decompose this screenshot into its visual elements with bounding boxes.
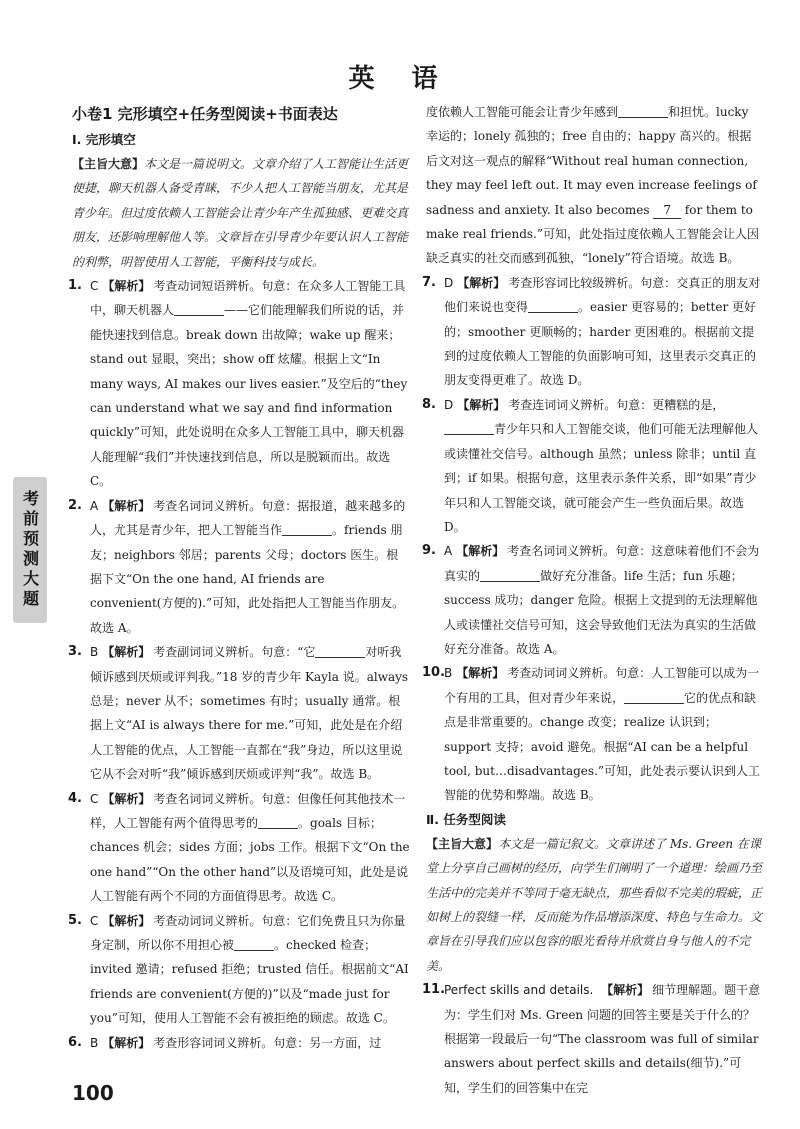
answer-item-2 [68, 494, 410, 640]
item-number: 9. [422, 543, 436, 559]
answer-item-4 [68, 787, 410, 909]
item-text: 考查名词词义辨析。句意：据报道，越来越多的人，尤其是青少年，把人工智能当作 [90, 498, 406, 538]
main-idea-text: 本文是一篇记叙文。文章讲述了 Ms. Green 在课堂上分享自己画树的经历，向学生们阐明了一个道理：绘画乃至生活中的完美并不等同于毫无缺点，那些看似不完美的瑕疵，正如树上的裂缝一样，反而能为作品增添深度、特色与生命力。文章旨在引导我们应以包容的眼光看待并欣赏自身与他人的不完美。 [426, 836, 763, 973]
item-number: 8. [422, 396, 436, 412]
answer-item-3 [68, 640, 410, 786]
answer-blank [282, 521, 332, 536]
item-number: 1. [68, 278, 82, 294]
answer-blank [624, 689, 684, 704]
item-text: 。easier 更容易的；better 更好的；smoother 更顺畅的；harder 更困难的。根据前文提到的过度依赖人工智能的负面影响可知，这里表示交真正的朋友变得更难了。故选 D。 [444, 300, 757, 388]
item-text: 考查形容词比较级辨析。句意：交真正的朋友对他们来说也变得 [444, 275, 761, 315]
item-answer: A [444, 544, 453, 559]
answer-item-7 [422, 271, 762, 393]
item-text: 做好充分准备。life 生活；fun 乐趣；success 成功；danger 危险。根据上文提到的无法理解他人或读懂社交信号可知，这会导致他们无法为真实的生活做好充分准备。故选 A。 [444, 568, 758, 656]
item-number: 7. [422, 274, 436, 290]
analysis-tag: 【解析】 [102, 791, 151, 806]
item-number: 4. [68, 790, 82, 806]
answer-blank [444, 420, 494, 435]
subsection-task-reading: Ⅱ. 任务型阅读 [426, 811, 506, 827]
item-text: 。goals 目标；chances 机会；sides 方面；jobs 工作。根据下文“On the one hand”“On the other hand”以及语境可知，此处是说人工智能有两个不同的方面值得思考。故选 C。 [90, 815, 410, 904]
item-text: 度依赖人工智能可能会让青少年感到 [426, 105, 619, 119]
item-text: 考查形容词词义辨析。句意：另一方面，过 [153, 1035, 382, 1050]
answer-item-8 [422, 393, 762, 539]
analysis-tag: 【解析】 [457, 397, 506, 412]
item-text: 青少年只和人工智能交谈，他们可能无法理解他人或读懂社交信号。although 虽然；unless 除非；until 直到；if 如果。根据句意，这里表示条件关系，即“如果”青少年只和人工智能交谈，就可能会产生一些负面后果。故选 D。 [444, 422, 759, 534]
answer-blank [480, 567, 540, 582]
item-answer: C [90, 913, 99, 928]
answer-blank [528, 298, 578, 313]
answer-item-5 [68, 909, 410, 1031]
item-answer: B [90, 1035, 99, 1050]
item-answer: C [90, 279, 99, 294]
item-text: 考查连词词义辨析。句意：更糟糕的是， [508, 397, 725, 412]
item-answer: D [444, 275, 454, 290]
main-idea-text: 本文是一篇说明文。文章介绍了人工智能让生活更便捷，聊天机器人备受青睐，不少人把人工智能当朋友，尤其是青少年。但过度依赖人工智能会让青少年产生孤独感、更难交真朋友，还影响理解他人等。文章旨在引导青少年要认识人工智能的利弊，明智使用人工智能，平衡科技与成长。 [72, 157, 409, 269]
page-number: 100 [72, 1081, 114, 1105]
item-number: 11. [422, 982, 446, 998]
item-text: 考查动词词义辨析。句意：它们免费且只为你量身定制，所以你不用担心被 [90, 913, 406, 952]
answer-blank [618, 103, 668, 118]
main-idea [72, 152, 410, 274]
item-text: 考查名词词义辨析。句意：但像任何其他技术一样，人工智能有两个值得思考的 [90, 791, 406, 830]
analysis-tag: 【解析】 [456, 544, 505, 559]
item-answer: C [90, 791, 99, 806]
item-answer: B [444, 666, 453, 681]
analysis-tag: 【解析】 [102, 279, 151, 294]
analysis-tag: 【解析】 [102, 1035, 151, 1050]
side-tab [13, 477, 47, 623]
answer-item-1 [68, 274, 410, 494]
answer-item-9 [422, 539, 762, 661]
answer-blank [174, 301, 224, 316]
item-text: 细节理解题。题干意为：学生们对 Ms. Green 问题的回答主要是关于什么的？根据第一段最后一句“The classroom was full of similar answers about perfect skills and details(细节).”可知，学生们的回答集中在完 [444, 983, 761, 1095]
item-answer: Perfect skills and details. [444, 983, 594, 998]
item-number: 2. [68, 497, 82, 513]
analysis-tag: 【解析】 [601, 983, 650, 998]
item-text: for them to make real friends.”可知，此处指过度依赖人工智能会让人因缺乏真实的社交而感到孤独，“lonely”符合语境。故选 B。 [426, 202, 760, 266]
analysis-tag: 【解析】 [102, 645, 151, 660]
answer-blank [234, 936, 274, 951]
item-answer: D [444, 397, 454, 412]
item-number: 10. [422, 665, 446, 681]
answer-item-10 [422, 661, 762, 807]
item-answer: A [90, 498, 99, 513]
analysis-tag: 【解析】 [457, 275, 506, 290]
item-answer: B [90, 645, 99, 660]
item-text: 它的优点和缺点是非常重要的。change 改变；realize 认识到；support 支持；avoid 避免。根据“AI can be a helpful tool, but…disadvantages.”可知，此处表示要认识到人工智能的优势和弊端。故选 B。 [444, 690, 761, 803]
right-column [422, 100, 763, 1100]
analysis-tag: 【解析】 [102, 498, 151, 513]
item-text: 和担忧。lucky 幸运的；lonely 孤独的；free 自由的；happy 高兴的。根据后文对这一观点的解释“Without real human connection, they may feel left out. It may even increase feelings of sadness and anxiety. It also becomes [426, 105, 757, 217]
item-number: 6. [68, 1034, 82, 1050]
continued-paragraph [426, 100, 762, 271]
item-text: ——它们能理解我们所说的话，并能快速找到信息。break down 出故障；wake up 醒来；stand out 显眼，突出；show off 炫耀。根据上文“In many ways, AI makes our lives easier.”及空后的“they can understand what we say and find information quickly”可知，此处说明在众多人工智能工具中，聊天机器人能理解“我们”并快速找到信息，所以是脱颖而出。故选 C。 [90, 303, 408, 489]
item-number: 3. [68, 644, 82, 660]
main-idea-2 [426, 832, 762, 978]
main-idea-tag: 【主旨大意】 [426, 836, 499, 851]
item-text: 考查动词词义辨析。句意：人工智能可以成为一个有用的工具，但对青少年来说， [444, 666, 760, 705]
side-tab-label: 考前预测大题 [20, 490, 40, 610]
section-title: 小卷1 完形填空+任务型阅读+书面表达 [72, 105, 338, 123]
answer-item-6 [68, 1031, 410, 1055]
item-text: 。checked 检查；invited 邀请；refused 拒绝；trusted 信任。根据前文“AI friends are convenient(方便的)”以及“made just for you”可知，使用人工智能不会有被拒绝的顾虑。故选 C。 [90, 938, 409, 1026]
item-text: 对听我倾诉感到厌烦或评判我。”18 岁的青少年 Kayla 说。always 总是；never 从不；sometimes 有时；usually 通常。根据上文“AI is always there for me.”可知，此处是在介绍人工智能的优点，人工智能一直都在“我”身边，所以这里说它从不会对听“我”倾诉感到厌烦或评判“我”。故选 B。 [90, 645, 409, 782]
item-text: 考查副词词义辨析。句意：“它 [153, 645, 316, 660]
item-number: 5. [68, 912, 82, 928]
item-text: 考查名词词义辨析。句意：这意味着他们不会为真实的 [444, 544, 760, 583]
subsection-cloze: Ⅰ. 完形填空 [72, 132, 136, 147]
main-idea-tag: 【主旨大意】 [72, 157, 145, 171]
answer-blank [258, 814, 298, 829]
answer-blank [315, 643, 365, 658]
analysis-tag: 【解析】 [456, 666, 505, 681]
left-column [68, 100, 410, 1055]
item-text: 考查动词短语辨析。句意：在众多人工智能工具中，聊天机器人 [90, 279, 406, 318]
analysis-tag: 【解析】 [102, 913, 151, 928]
item-text: 。friends 朋友；neighbors 邻居；parents 父母；doctors 医生。根据下文“On the one hand, AI friends are convenient(方便的).”可知，此处指把人工智能当作朋友。故选 A。 [90, 523, 405, 635]
page-title: 英 语 [348, 64, 452, 94]
answer-item-11 [422, 978, 762, 1100]
blank-number: 7 [653, 202, 681, 219]
